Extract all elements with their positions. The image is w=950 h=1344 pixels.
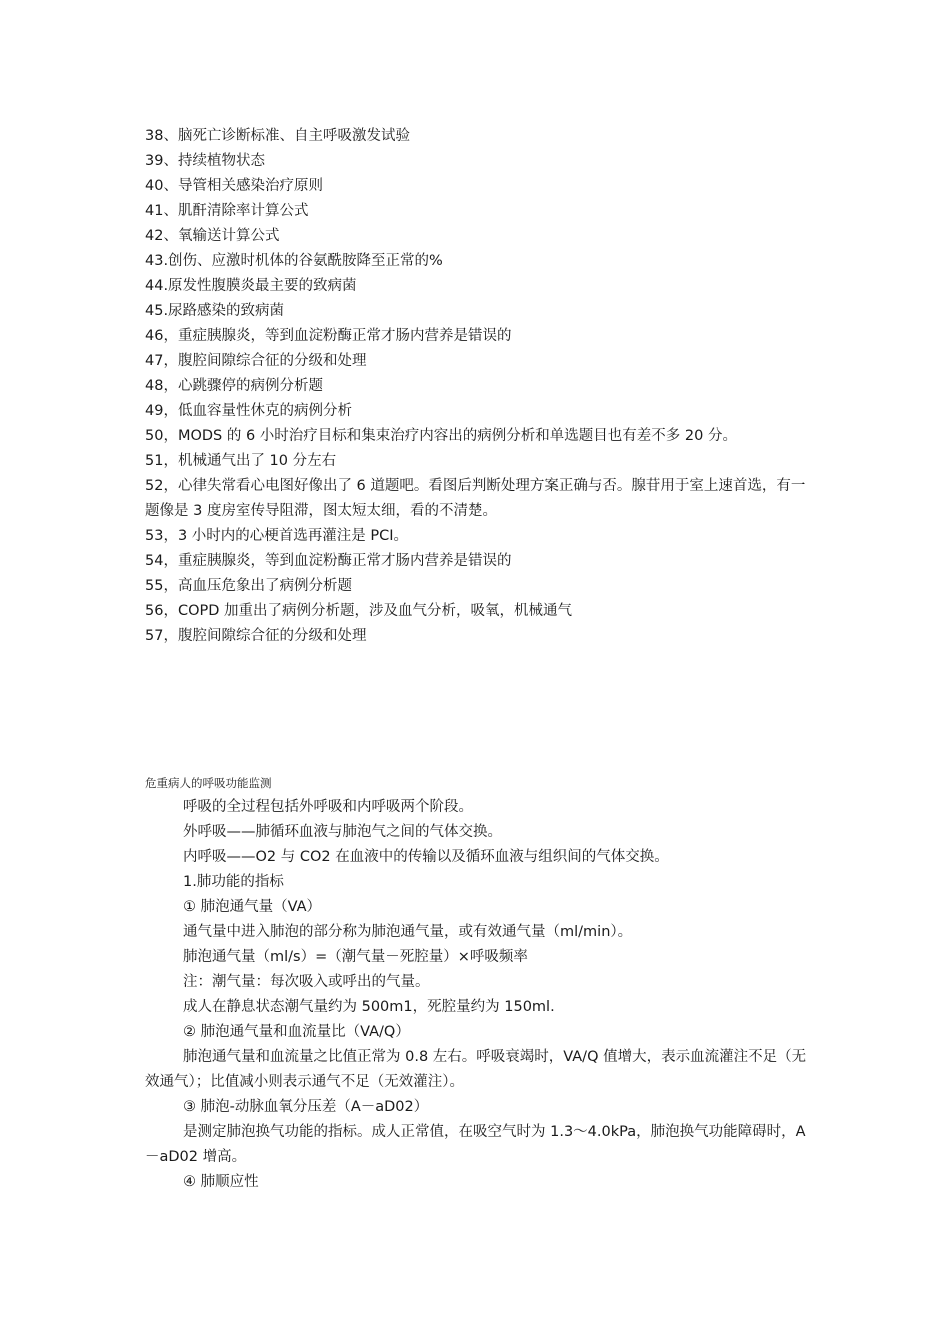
paragraph: 肺泡通气量和血流量之比值正常为 0.8 左右。呼吸衰竭时，VA/Q 值增大，表示血流灌注不足（无效通气）；比值减小则表示通气不足（无效灌注）。 [145,1049,807,1090]
list-item: 48，心跳骤停的病例分析题 [145,378,323,394]
list-item: 51，机械通气出了 10 分左右 [145,453,337,469]
paragraph: 外呼吸——肺循环血液与肺泡气之间的气体交换。 [183,824,502,840]
list-item: 52，心律失常看心电图好像出了 6 道题吧。看图后判断处理方案正确与否。腺苷用于室上速首选，有一题像是 3 度房室传导阻滞，图太短太细，看的不清楚。 [145,478,806,519]
paragraph: 呼吸的全过程包括外呼吸和内呼吸两个阶段。 [183,799,473,815]
list-item: 38、脑死亡诊断标准、自主呼吸激发试验 [145,128,410,144]
paragraph: 通气量中进入肺泡的部分称为肺泡通气量，或有效通气量（ml/min）。 [183,924,633,940]
list-item: 45.尿路感染的致病菌 [145,303,285,319]
list-item: 57，腹腔间隙综合征的分级和处理 [145,628,367,644]
list-item: 56，COPD 加重出了病例分析题，涉及血气分析，吸氧，机械通气 [145,603,573,619]
list-item: 54，重症胰腺炎，等到血淀粉酶正常才肠内营养是错误的 [145,553,512,569]
paragraph: ④ 肺顺应性 [183,1174,259,1190]
list-item: 49，低血容量性休克的病例分析 [145,403,352,419]
list-item: 55，高血压危象出了病例分析题 [145,578,352,594]
paragraph: ② 肺泡通气量和血流量比（VA/Q） [183,1024,410,1040]
paragraph: 肺泡通气量（ml/s）=（潮气量－死腔量）×呼吸频率 [183,949,528,965]
section-title: 危重病人的呼吸功能监测 [145,776,272,790]
list-item: 43.创伤、应激时机体的谷氨酰胺降至正常的% [145,253,443,269]
list-item: 41、肌酐清除率计算公式 [145,203,309,219]
paragraph: 注：潮气量：每次吸入或呼出的气量。 [183,974,430,990]
paragraph: 是测定肺泡换气功能的指标。成人正常值，在吸空气时为 1.3～4.0kPa，肺泡换气功能障碍时，A－aD02 增高。 [145,1124,806,1165]
list-item: 47，腹腔间隙综合征的分级和处理 [145,353,367,369]
paragraph: 1.肺功能的指标 [183,874,284,890]
exam-topic-list [145,124,815,649]
list-item: 39、持续植物状态 [145,153,265,169]
list-item: 46，重症胰腺炎，等到血淀粉酶正常才肠内营养是错误的 [145,328,512,344]
list-item: 40、导管相关感染治疗原则 [145,178,323,194]
paragraph: ① 肺泡通气量（VA） [183,899,322,915]
list-item: 53，3 小时内的心梗首选再灌注是 PCI。 [145,528,409,544]
paragraph: 成人在静息状态潮气量约为 500m1，死腔量约为 150ml. [183,999,555,1015]
list-item: 50，MODS 的 6 小时治疗目标和集束治疗内容出的病例分析和单选题目也有差不多 20 分。 [145,428,737,444]
paragraph: ③ 肺泡-动脉血氧分压差（A－aD02） [183,1099,429,1115]
list-item: 42、氧输送计算公式 [145,228,280,244]
paragraph: 内呼吸——O2 与 CO2 在血液中的传输以及循环血液与组织间的气体交换。 [183,849,669,865]
list-item: 44.原发性腹膜炎最主要的致病菌 [145,278,357,294]
respiratory-monitoring-section [145,773,815,1195]
